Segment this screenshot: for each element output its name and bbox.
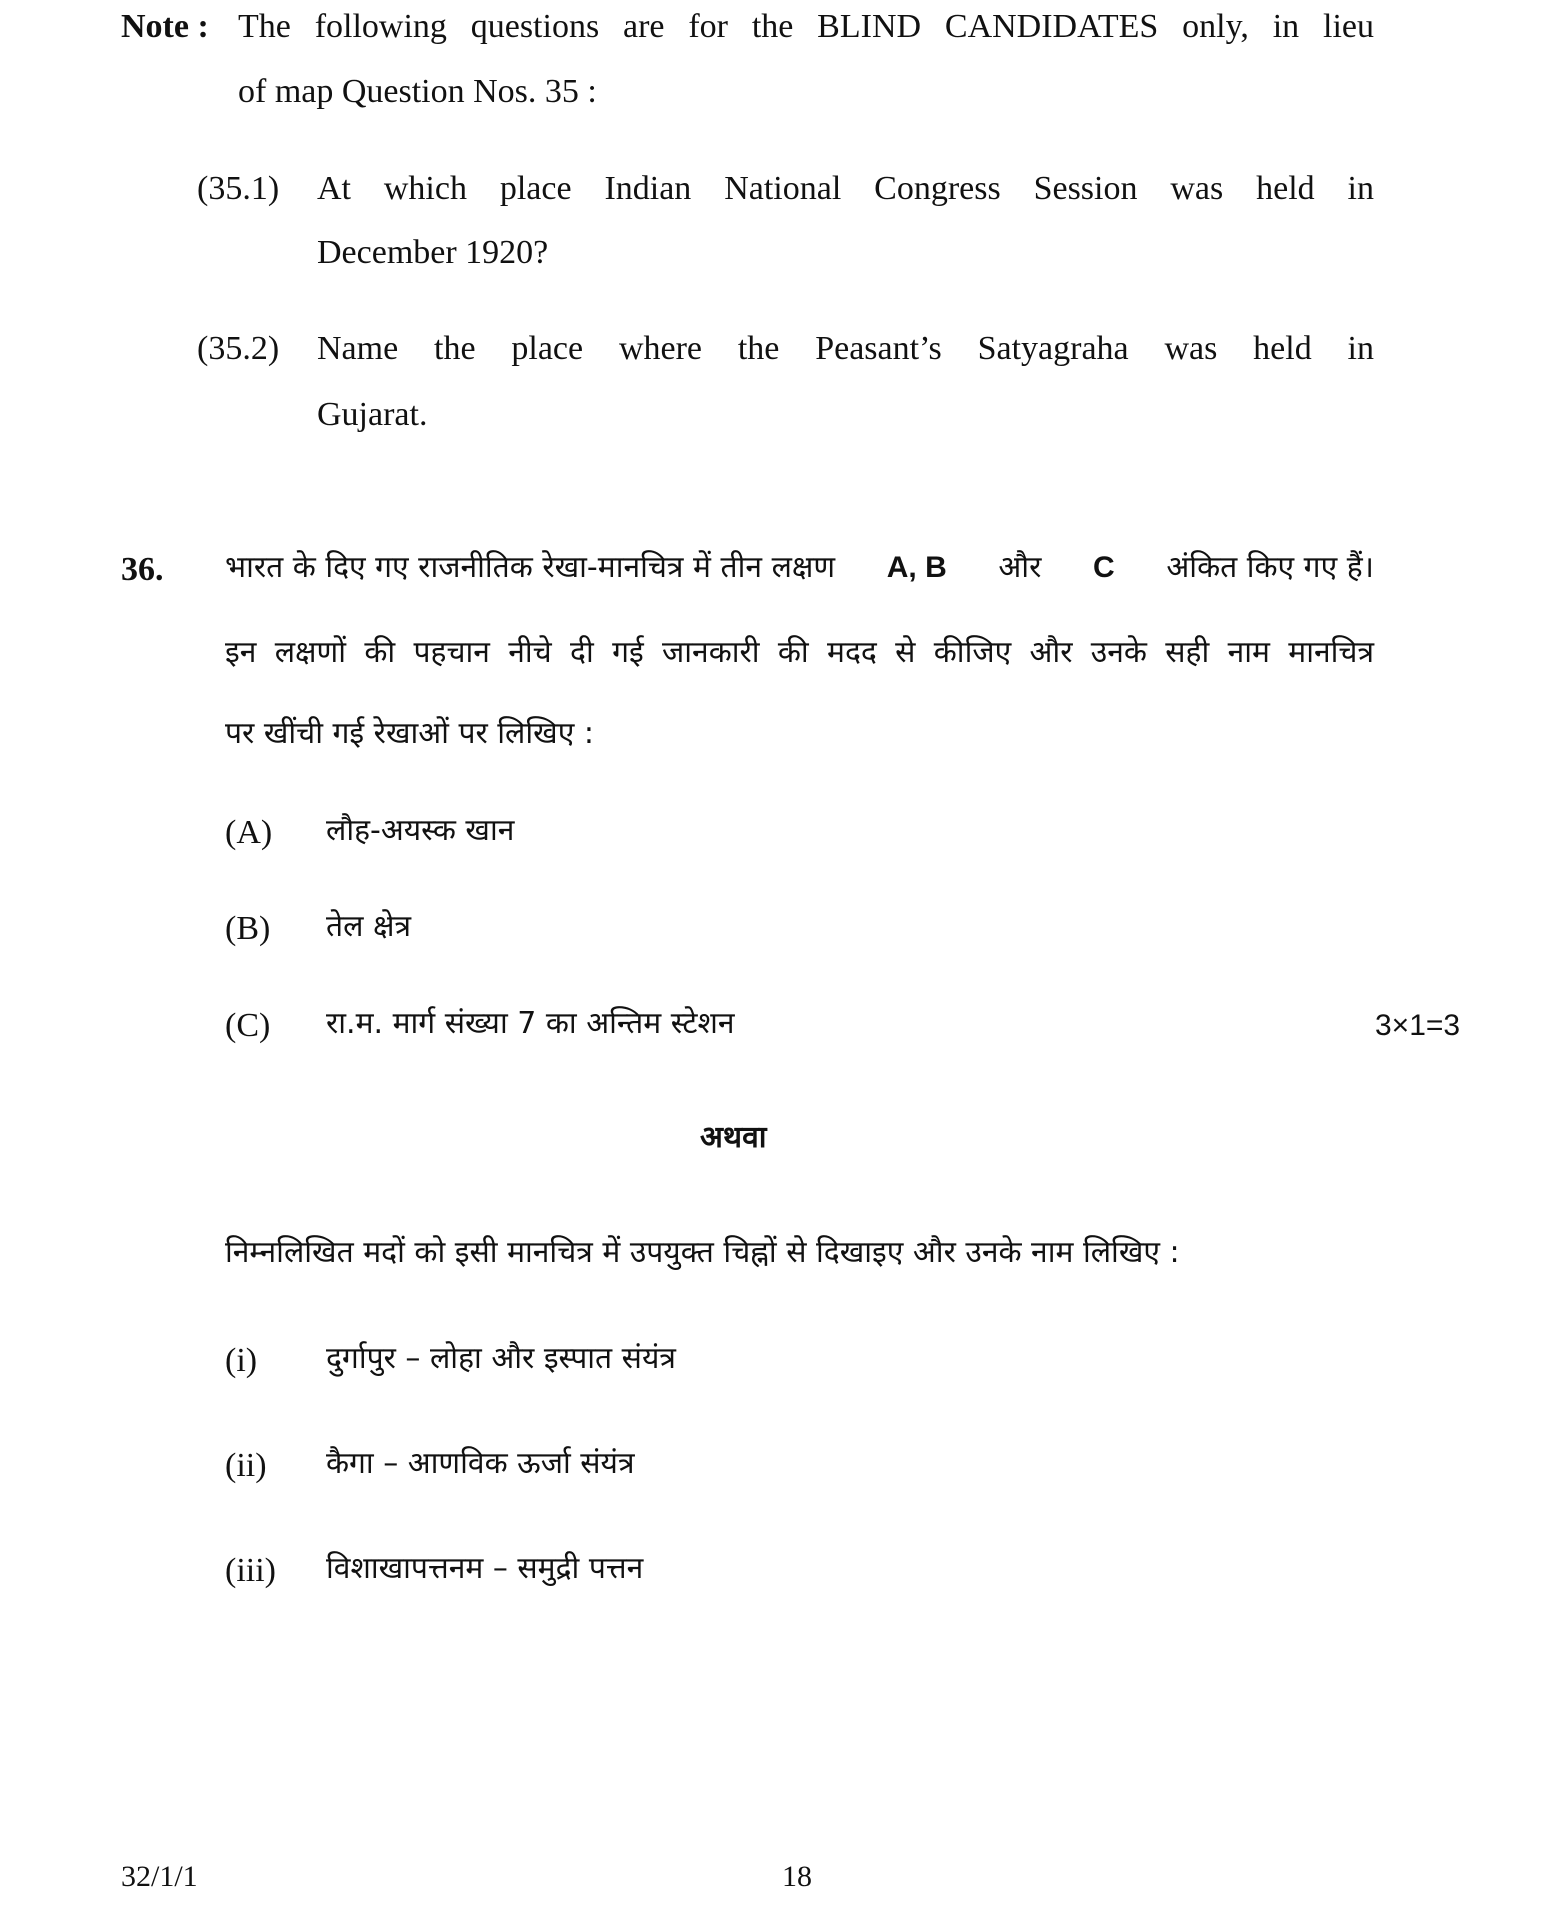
item-label: (ii) bbox=[225, 1447, 267, 1484]
question-text: और bbox=[998, 550, 1042, 585]
item-label: (C) bbox=[225, 1007, 271, 1044]
item-text: कैगा – आणविक ऊर्जा संयंत्र bbox=[326, 1446, 635, 1481]
question-text: At which place Indian National Congress Session was held in bbox=[317, 170, 1374, 207]
item-text: तेल क्षेत्र bbox=[326, 909, 412, 944]
question-36-line1 bbox=[225, 548, 1374, 588]
question-number: (35.2) bbox=[197, 330, 280, 367]
item-text: विशाखापत्तनम – समुद्री पत्तन bbox=[326, 1551, 644, 1586]
question-number: (35.1) bbox=[197, 170, 280, 207]
note-label: Note : bbox=[121, 8, 209, 45]
question-text: भारत के दिए गए राजनीतिक रेखा-मानचित्र में तीन लक्षण bbox=[225, 550, 836, 585]
page-number: 18 bbox=[782, 1860, 812, 1893]
feature-label: C bbox=[1093, 551, 1115, 584]
question-36-line2: इन लक्षणों की पहचान नीचे दी गई जानकारी की मदद से कीजिए और उनके सही नाम मानचित्र bbox=[225, 635, 1374, 670]
marks: 3×1=3 bbox=[1375, 1009, 1461, 1042]
question-36-line3: पर खींची गई रेखाओं पर लिखिए : bbox=[225, 716, 594, 751]
item-label: (A) bbox=[225, 814, 273, 851]
feature-labels: A, B bbox=[886, 551, 947, 584]
item-text: रा.म. मार्ग संख्या 7 का अन्तिम स्टेशन bbox=[326, 1006, 735, 1041]
alt-instruction: निम्नलिखित मदों को इसी मानचित्र में उपयुक्त चिह्नों से दिखाइए और उनके नाम लिखिए : bbox=[225, 1235, 1180, 1270]
item-text: दुर्गापुर – लोहा और इस्पात संयंत्र bbox=[326, 1341, 676, 1376]
question-text: Name the place where the Peasant’s Satyagraha was held in bbox=[317, 330, 1374, 367]
note-text-line2: of map Question Nos. 35 : bbox=[238, 73, 597, 110]
note-text-line1: The following questions are for the BLIND CANDIDATES only, in lieu bbox=[238, 8, 1374, 45]
or-heading: अथवा bbox=[700, 1120, 767, 1155]
question-text: अंकित किए गए हैं। bbox=[1166, 550, 1374, 585]
item-text: लौह-अयस्क खान bbox=[326, 813, 515, 848]
item-label: (i) bbox=[225, 1342, 258, 1379]
question-text: December 1920? bbox=[317, 234, 549, 271]
question-36-number: 36. bbox=[121, 551, 164, 588]
item-label: (iii) bbox=[225, 1552, 276, 1589]
question-text: Gujarat. bbox=[317, 396, 428, 433]
footer-code: 32/1/1 bbox=[121, 1860, 198, 1893]
item-label: (B) bbox=[225, 910, 271, 947]
